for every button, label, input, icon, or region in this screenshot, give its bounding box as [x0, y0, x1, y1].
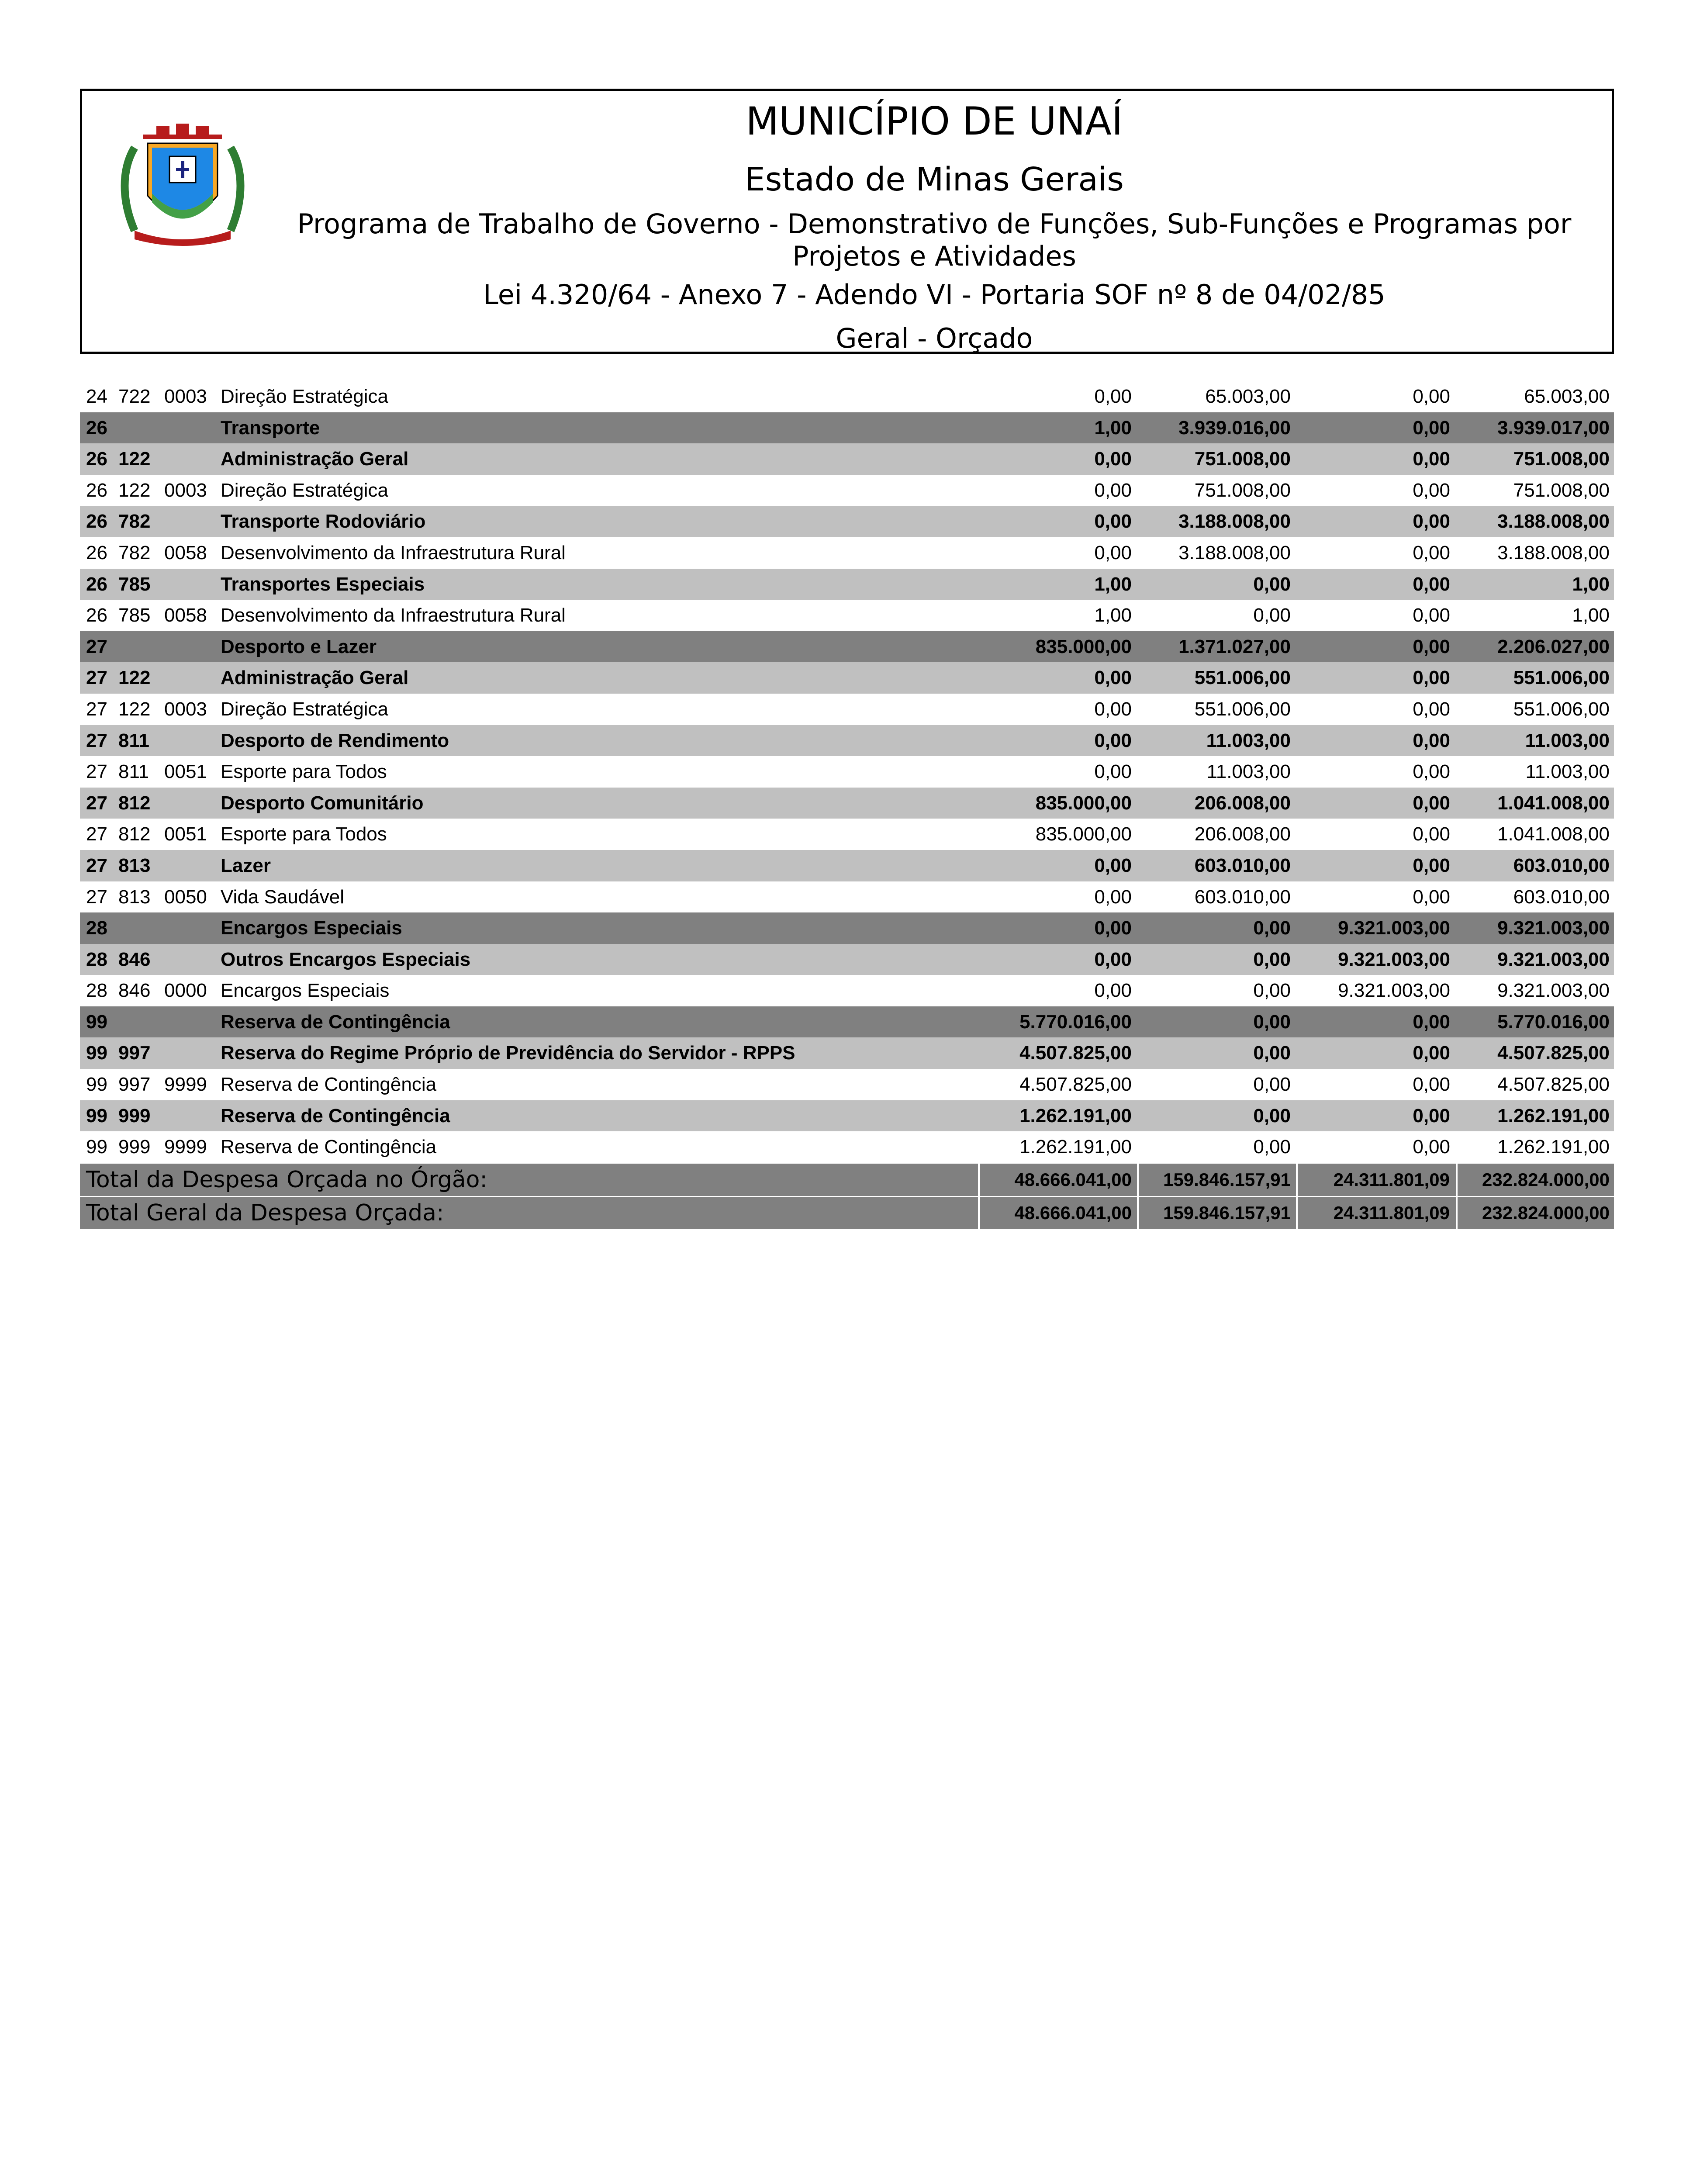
state-name: Estado de Minas Gerais	[745, 161, 1124, 198]
function-code: 26	[86, 605, 107, 626]
value-col-2: 11.003,00	[1206, 729, 1291, 751]
program-code: 9999	[164, 1136, 207, 1158]
program-code: 9999	[164, 1074, 207, 1095]
function-code: 26	[86, 511, 107, 532]
total-row	[80, 1197, 1614, 1229]
program-heading-line2: Projetos e Atividades	[792, 240, 1076, 272]
total-label: Total da Despesa Orçada no Órgão:	[86, 1166, 487, 1193]
value-col-3: 0,00	[1413, 1105, 1450, 1127]
subfunction-code: 122	[118, 479, 151, 501]
function-code: 27	[86, 854, 107, 876]
value-col-1: 0,00	[1094, 917, 1132, 939]
program-heading	[270, 208, 1599, 273]
table-row	[80, 569, 1614, 600]
municipal-coat-of-arms-icon	[117, 121, 248, 252]
table-row	[80, 662, 1614, 694]
value-col-4: 9.321.003,00	[1497, 948, 1610, 970]
function-code: 26	[86, 542, 107, 563]
value-col-3: 9.321.003,00	[1338, 980, 1450, 1002]
value-col-3: 0,00	[1413, 386, 1450, 407]
value-col-2: 0,00	[1253, 1105, 1291, 1127]
function-code: 26	[86, 448, 107, 470]
value-col-3: 0,00	[1413, 1042, 1450, 1064]
row-description: Esporte para Todos	[221, 761, 387, 783]
value-col-2: 0,00	[1253, 1136, 1291, 1158]
value-col-1: 0,00	[1094, 386, 1132, 407]
subfunction-code: 812	[118, 823, 151, 845]
program-code: 0003	[164, 479, 207, 501]
function-code: 99	[86, 1011, 107, 1033]
value-col-1: 0,00	[1094, 511, 1132, 532]
subfunction-code: 785	[118, 605, 151, 626]
value-col-1: 0,00	[1094, 886, 1132, 908]
subfunction-code: 997	[118, 1042, 151, 1064]
value-col-4: 65.003,00	[1524, 386, 1610, 407]
table-row	[80, 819, 1614, 850]
subfunction-code: 812	[118, 792, 151, 814]
value-col-1: 1,00	[1094, 573, 1132, 595]
table-row	[80, 912, 1614, 944]
value-col-2: 1.371.027,00	[1178, 636, 1291, 657]
row-description: Desenvolvimento da Infraestrutura Rural	[221, 605, 566, 626]
table-row	[80, 850, 1614, 881]
table-row	[80, 1131, 1614, 1163]
value-col-2: 0,00	[1253, 1011, 1291, 1033]
function-code: 99	[86, 1105, 107, 1127]
function-code: 27	[86, 792, 107, 814]
value-col-3: 0,00	[1413, 761, 1450, 783]
total-value-col-1: 48.666.041,00	[978, 1197, 1136, 1229]
row-description: Desporto Comunitário	[221, 792, 424, 814]
total-value-col-3: 24.311.801,09	[1296, 1197, 1454, 1229]
table-row	[80, 1037, 1614, 1069]
function-code: 28	[86, 917, 107, 939]
function-code: 27	[86, 761, 107, 783]
value-col-2: 551.006,00	[1194, 698, 1291, 720]
subfunction-code: 997	[118, 1074, 151, 1095]
value-col-1: 0,00	[1094, 854, 1132, 876]
row-description: Lazer	[221, 854, 271, 876]
subfunction-code: 122	[118, 698, 151, 720]
value-col-4: 1,00	[1572, 573, 1610, 595]
function-code: 26	[86, 417, 107, 439]
program-code: 0003	[164, 698, 207, 720]
value-col-4: 3.188.008,00	[1497, 511, 1610, 532]
value-col-4: 551.006,00	[1513, 667, 1610, 689]
value-col-4: 1,00	[1572, 605, 1610, 626]
value-col-2: 0,00	[1253, 917, 1291, 939]
total-row	[80, 1164, 1614, 1196]
value-col-4: 4.507.825,00	[1497, 1074, 1610, 1095]
value-col-1: 4.507.825,00	[1019, 1074, 1132, 1095]
program-heading-line1: Programa de Trabalho de Governo - Demonstrativo de Funções, Sub-Funções e Programas por	[297, 208, 1572, 240]
value-col-3: 0,00	[1413, 792, 1450, 814]
value-col-4: 603.010,00	[1513, 886, 1610, 908]
table-row	[80, 975, 1614, 1006]
function-code: 28	[86, 980, 107, 1002]
value-col-1: 0,00	[1094, 729, 1132, 751]
value-col-3: 0,00	[1413, 698, 1450, 720]
law-reference: Lei 4.320/64 - Anexo 7 - Adendo VI - Portaria SOF nº 8 de 04/02/85	[483, 279, 1385, 311]
total-value-col-4: 232.824.000,00	[1456, 1197, 1614, 1229]
row-description: Desporto e Lazer	[221, 636, 377, 657]
value-col-3: 0,00	[1413, 511, 1450, 532]
value-col-3: 0,00	[1413, 1136, 1450, 1158]
subfunction-code: 813	[118, 854, 151, 876]
total-label: Total Geral da Despesa Orçada:	[86, 1199, 444, 1226]
row-description: Vida Saudável	[221, 886, 344, 908]
table-row	[80, 756, 1614, 788]
table-row	[80, 1006, 1614, 1038]
value-col-1: 5.770.016,00	[1019, 1011, 1132, 1033]
table-row	[80, 600, 1614, 631]
function-code: 99	[86, 1136, 107, 1158]
budget-table	[80, 381, 1614, 1229]
value-col-4: 551.006,00	[1513, 698, 1610, 720]
value-col-3: 0,00	[1413, 573, 1450, 595]
value-col-3: 0,00	[1413, 636, 1450, 657]
value-col-3: 0,00	[1413, 823, 1450, 845]
table-row	[80, 944, 1614, 975]
value-col-2: 0,00	[1253, 1074, 1291, 1095]
subfunction-code: 999	[118, 1105, 151, 1127]
value-col-2: 206.008,00	[1194, 823, 1291, 845]
total-value-col-2: 159.846.157,91	[1137, 1197, 1295, 1229]
row-description: Outros Encargos Especiais	[221, 948, 471, 970]
function-code: 27	[86, 698, 107, 720]
value-col-4: 751.008,00	[1513, 479, 1610, 501]
value-col-3: 0,00	[1413, 1074, 1450, 1095]
value-col-3: 0,00	[1413, 854, 1450, 876]
subfunction-code: 846	[118, 980, 151, 1002]
value-col-4: 9.321.003,00	[1497, 980, 1610, 1002]
table-row	[80, 631, 1614, 663]
value-col-2: 751.008,00	[1194, 448, 1291, 470]
function-code: 26	[86, 479, 107, 501]
value-col-1: 0,00	[1094, 761, 1132, 783]
program-code: 0051	[164, 761, 207, 783]
function-code: 27	[86, 729, 107, 751]
table-row	[80, 694, 1614, 725]
function-code: 99	[86, 1042, 107, 1064]
value-col-1: 1.262.191,00	[1019, 1136, 1132, 1158]
row-description: Direção Estratégica	[221, 698, 388, 720]
value-col-1: 0,00	[1094, 980, 1132, 1002]
value-col-3: 0,00	[1413, 448, 1450, 470]
subfunction-code: 122	[118, 667, 151, 689]
subfunction-code: 785	[118, 573, 151, 595]
value-col-4: 5.770.016,00	[1497, 1011, 1610, 1033]
table-row	[80, 381, 1614, 412]
value-col-4: 1.262.191,00	[1497, 1105, 1610, 1127]
row-description: Desporto de Rendimento	[221, 729, 449, 751]
value-col-3: 9.321.003,00	[1338, 948, 1450, 970]
value-col-2: 0,00	[1253, 1042, 1291, 1064]
row-description: Direção Estratégica	[221, 479, 388, 501]
row-description: Esporte para Todos	[221, 823, 387, 845]
row-description: Reserva de Contingência	[221, 1136, 437, 1158]
function-code: 26	[86, 573, 107, 595]
value-col-2: 0,00	[1253, 573, 1291, 595]
value-col-1: 0,00	[1094, 448, 1132, 470]
value-col-3: 0,00	[1413, 729, 1450, 751]
program-code: 0051	[164, 823, 207, 845]
row-description: Reserva do Regime Próprio de Previdência do Servidor - RPPS	[221, 1042, 795, 1064]
table-row	[80, 475, 1614, 506]
subfunction-code: 811	[118, 729, 149, 751]
value-col-2: 603.010,00	[1194, 854, 1291, 876]
function-code: 27	[86, 886, 107, 908]
row-description: Reserva de Contingência	[221, 1105, 450, 1127]
value-col-1: 0,00	[1094, 479, 1132, 501]
value-col-4: 751.008,00	[1513, 448, 1610, 470]
subfunction-code: 782	[118, 542, 151, 563]
value-col-1: 0,00	[1094, 948, 1132, 970]
value-col-4: 1.041.008,00	[1497, 823, 1610, 845]
total-value-col-1: 48.666.041,00	[978, 1164, 1136, 1196]
row-description: Desenvolvimento da Infraestrutura Rural	[221, 542, 566, 563]
program-code: 0058	[164, 542, 207, 563]
value-col-3: 0,00	[1413, 542, 1450, 563]
value-col-4: 11.003,00	[1525, 729, 1610, 751]
row-description: Administração Geral	[221, 448, 409, 470]
function-code: 99	[86, 1074, 107, 1095]
row-description: Administração Geral	[221, 667, 409, 689]
subfunction-code: 999	[118, 1136, 151, 1158]
table-row	[80, 506, 1614, 537]
value-col-1: 1.262.191,00	[1019, 1105, 1132, 1127]
value-col-4: 9.321.003,00	[1497, 917, 1610, 939]
subfunction-code: 782	[118, 511, 151, 532]
row-description: Transporte Rodoviário	[221, 511, 426, 532]
row-description: Reserva de Contingência	[221, 1074, 437, 1095]
value-col-4: 1.041.008,00	[1497, 792, 1610, 814]
function-code: 27	[86, 823, 107, 845]
value-col-3: 9.321.003,00	[1338, 917, 1450, 939]
value-col-1: 0,00	[1094, 667, 1132, 689]
total-value-col-4: 232.824.000,00	[1456, 1164, 1614, 1196]
table-row	[80, 788, 1614, 819]
value-col-3: 0,00	[1413, 479, 1450, 501]
row-description: Reserva de Contingência	[221, 1011, 450, 1033]
program-code: 0000	[164, 980, 207, 1002]
value-col-1: 835.000,00	[1035, 792, 1132, 814]
value-col-3: 0,00	[1413, 1011, 1450, 1033]
program-code: 0050	[164, 886, 207, 908]
value-col-3: 0,00	[1413, 417, 1450, 439]
value-col-4: 4.507.825,00	[1497, 1042, 1610, 1064]
value-col-2: 3.188.008,00	[1178, 511, 1291, 532]
total-value-col-3: 24.311.801,09	[1296, 1164, 1454, 1196]
function-code: 24	[86, 386, 107, 407]
value-col-4: 2.206.027,00	[1497, 636, 1610, 657]
report-subtitle: Geral - Orçado	[836, 322, 1033, 354]
function-code: 27	[86, 636, 107, 657]
table-row	[80, 537, 1614, 569]
row-description: Encargos Especiais	[221, 980, 390, 1002]
table-row	[80, 443, 1614, 475]
value-col-2: 751.008,00	[1194, 479, 1291, 501]
table-row	[80, 412, 1614, 444]
value-col-4: 11.003,00	[1525, 761, 1610, 783]
value-col-1: 4.507.825,00	[1019, 1042, 1132, 1064]
value-col-2: 551.006,00	[1194, 667, 1291, 689]
value-col-2: 0,00	[1253, 605, 1291, 626]
value-col-2: 11.003,00	[1206, 761, 1291, 783]
value-col-1: 0,00	[1094, 542, 1132, 563]
table-row	[80, 881, 1614, 913]
value-col-2: 0,00	[1253, 948, 1291, 970]
row-description: Transporte	[221, 417, 320, 439]
value-col-3: 0,00	[1413, 886, 1450, 908]
value-col-2: 0,00	[1253, 980, 1291, 1002]
subfunction-code: 811	[118, 761, 149, 783]
row-description: Encargos Especiais	[221, 917, 402, 939]
program-code: 0003	[164, 386, 207, 407]
table-row	[80, 1069, 1614, 1100]
total-value-col-2: 159.846.157,91	[1137, 1164, 1295, 1196]
subfunction-code: 813	[118, 886, 151, 908]
function-code: 27	[86, 667, 107, 689]
table-row	[80, 725, 1614, 757]
value-col-1: 835.000,00	[1035, 823, 1132, 845]
value-col-2: 603.010,00	[1194, 886, 1291, 908]
table-row	[80, 1100, 1614, 1132]
value-col-4: 1.262.191,00	[1497, 1136, 1610, 1158]
subfunction-code: 846	[118, 948, 151, 970]
value-col-2: 206.008,00	[1194, 792, 1291, 814]
value-col-4: 603.010,00	[1513, 854, 1610, 876]
municipality-title: MUNICÍPIO DE UNAÍ	[746, 99, 1123, 144]
value-col-2: 65.003,00	[1205, 386, 1291, 407]
value-col-4: 3.939.017,00	[1497, 417, 1610, 439]
row-description: Transportes Especiais	[221, 573, 425, 595]
report-header	[80, 89, 1614, 354]
subfunction-code: 722	[118, 386, 151, 407]
value-col-3: 0,00	[1413, 667, 1450, 689]
subfunction-code: 122	[118, 448, 151, 470]
value-col-3: 0,00	[1413, 605, 1450, 626]
value-col-1: 0,00	[1094, 698, 1132, 720]
row-description: Direção Estratégica	[221, 386, 388, 407]
value-col-1: 1,00	[1094, 417, 1132, 439]
function-code: 28	[86, 948, 107, 970]
value-col-1: 1,00	[1094, 605, 1132, 626]
value-col-2: 3.939.016,00	[1178, 417, 1291, 439]
program-code: 0058	[164, 605, 207, 626]
value-col-1: 835.000,00	[1035, 636, 1132, 657]
value-col-4: 3.188.008,00	[1497, 542, 1610, 563]
value-col-2: 3.188.008,00	[1178, 542, 1291, 563]
